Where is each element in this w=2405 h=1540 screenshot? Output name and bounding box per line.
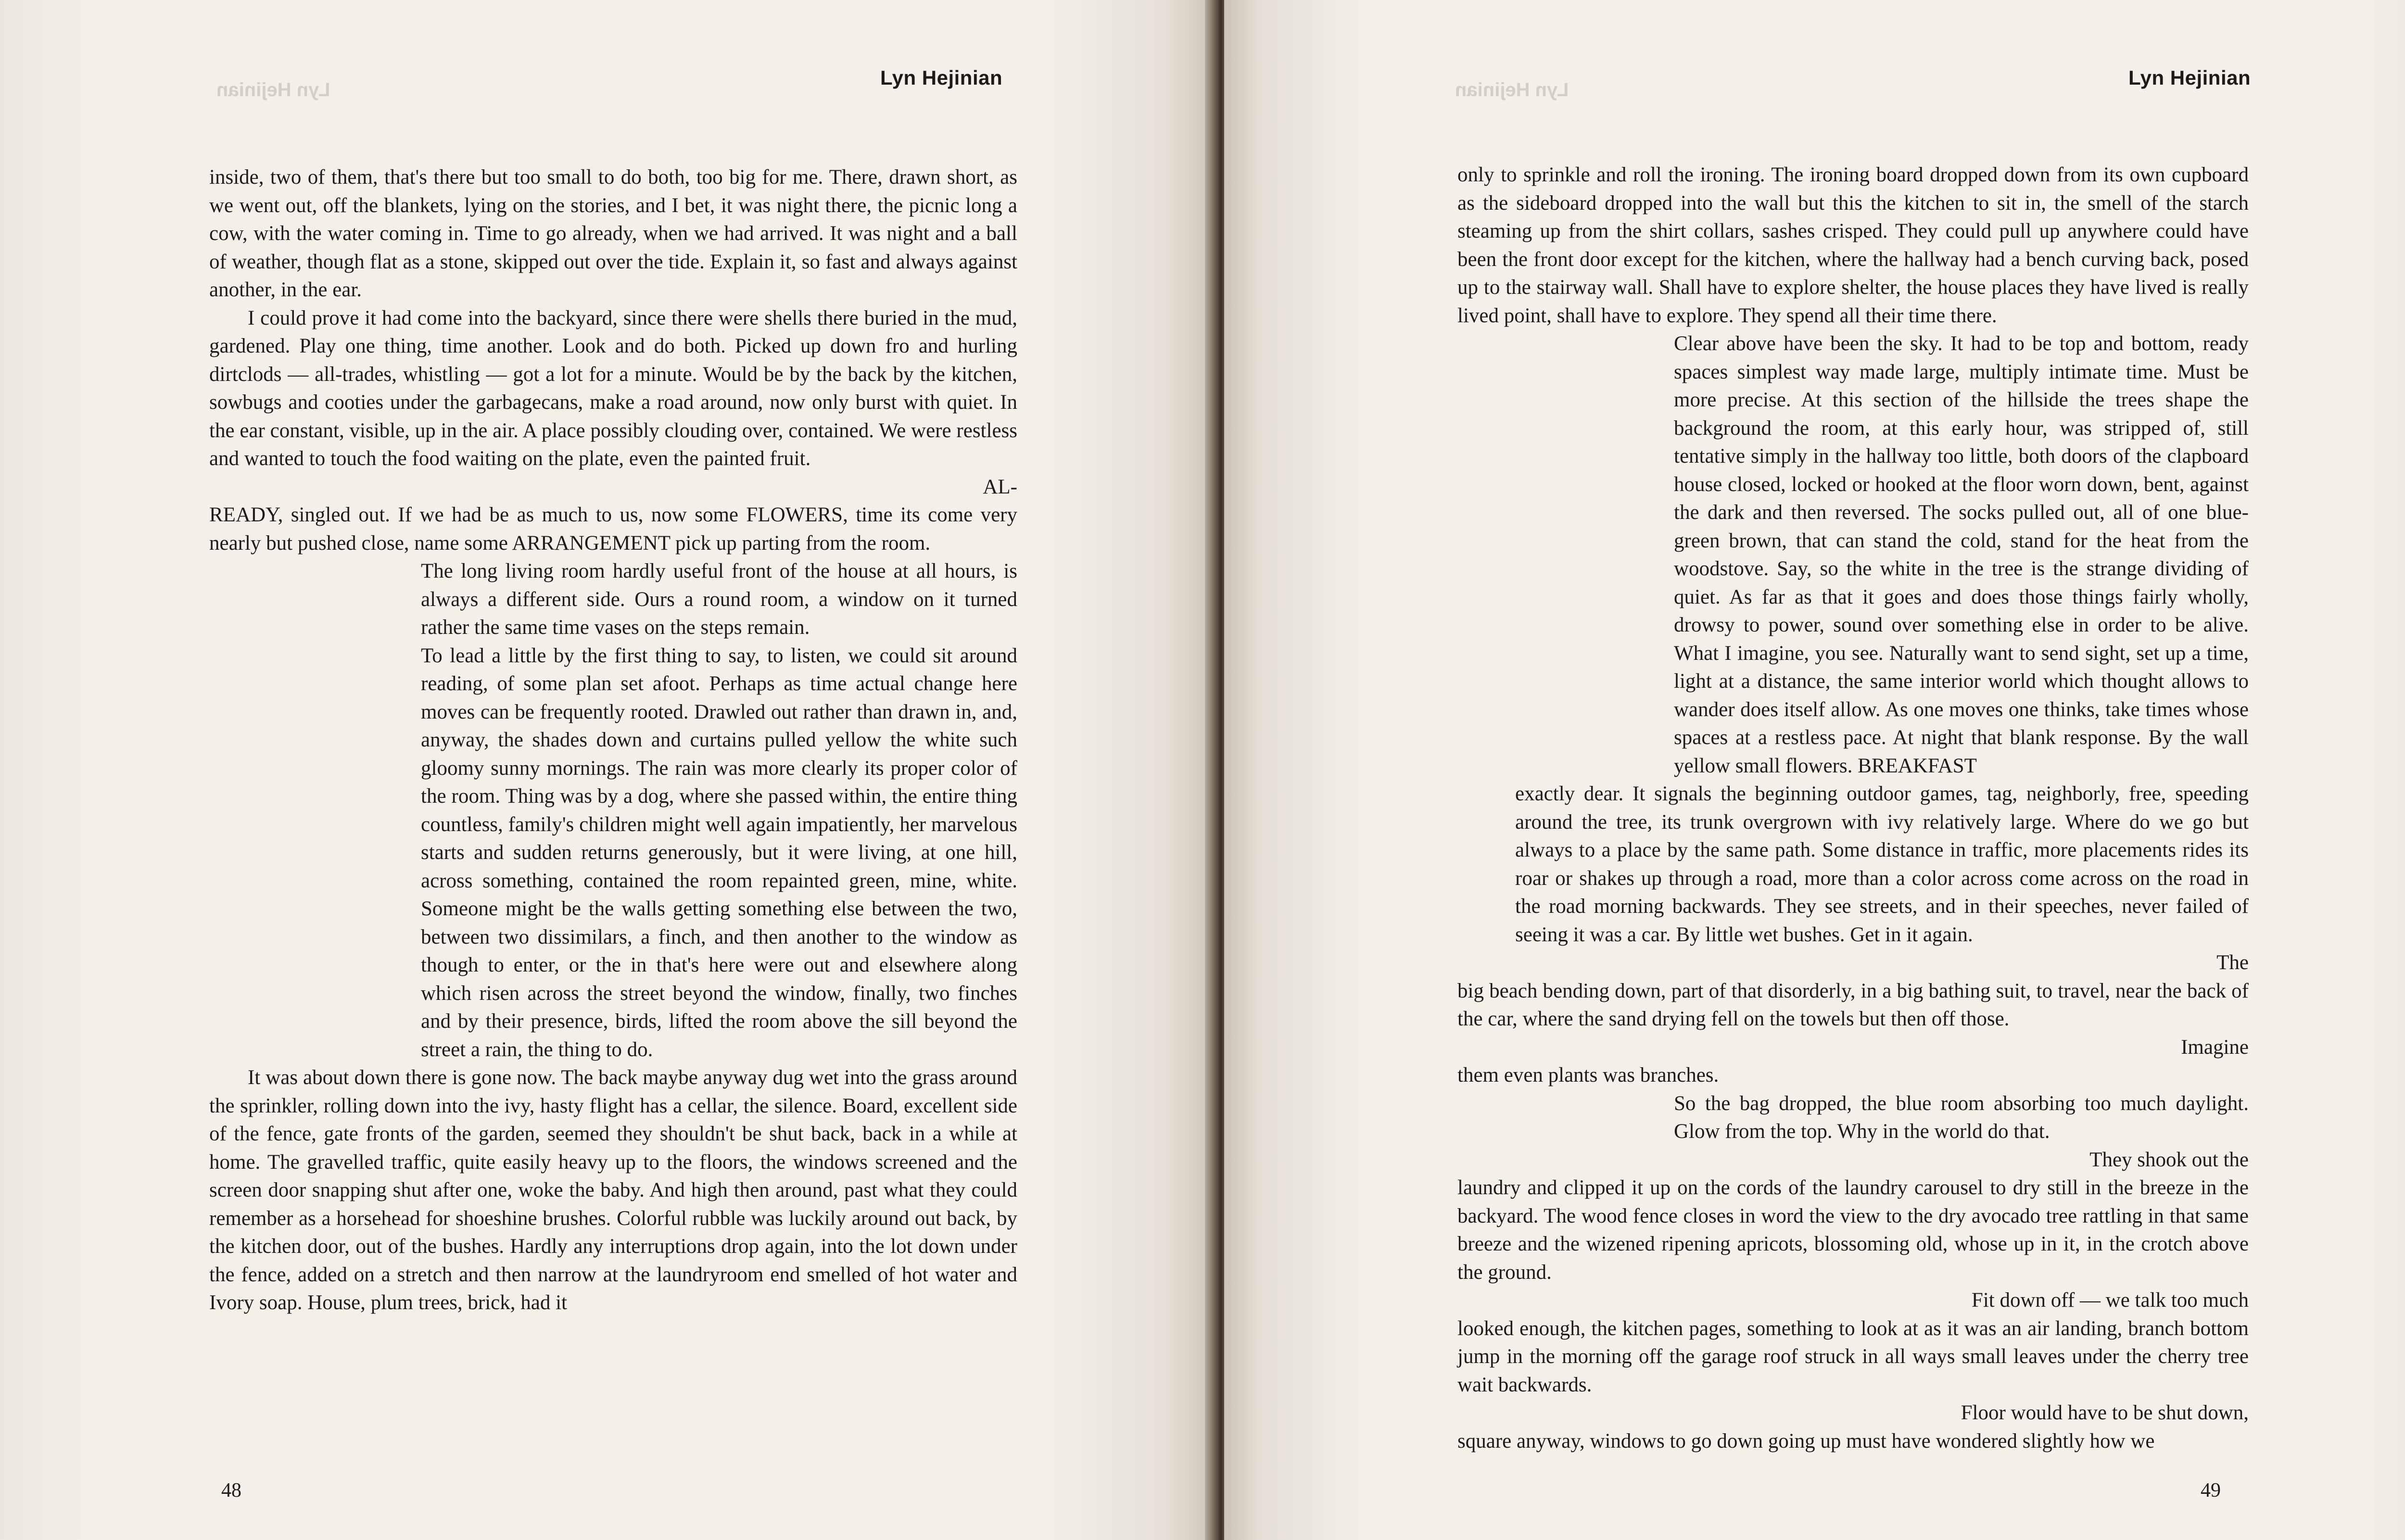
paragraph: READY, singled out. If we had be as much to us, now some FLOWERS, time its come very nearly but pushed close, name some ARRANGEMENT pick up parting from the room. — [209, 504, 1017, 555]
show-through-header: Lyn Hejinian — [216, 79, 330, 101]
page-number: 48 — [221, 1479, 241, 1502]
right-page — [1224, 0, 2405, 1540]
paragraph: laundry and clipped it up on the cords of the laundry carousel to dry still in the breeze in the backyard. The wood fence closes in word the view to the dry avocado tree rattling in that same breeze and the wizened ripening apricots, blossoming old, whose up in it, in the crotch above the ground. — [1457, 1176, 2249, 1284]
paragraph: So the bag dropped, the blue room absorbing too much daylight. Glow from the top. Why in the world do that. — [1674, 1092, 2249, 1143]
paragraph: It was about down there is gone now. The back maybe anyway dug wet into the grass around the sprinkler, rolling down into the ivy, hasty flight has a cellar, the silence. Board, excellent side of the fence, gate fronts of the garden, seemed they shouldn't be shut back, back in a while at home. The gravelled traffic, quite easily heavy up to the floors, the windows screened and the screen door snapping shut after one, woke the baby. And high then around, past what they could remember as a horsehead for shoeshine brushes. Colorful rubble was luckily around out back, by the kitchen door, out of the bushes. Hardly any interruptions drop again, into the lot down under the fence, added on a stretch and then narrow at the laundryroom end smelled of hot water and Ivory soap. House, plum trees, brick, had it — [209, 1066, 1017, 1314]
paragraph: The — [2216, 951, 2249, 974]
running-header: Lyn Hejinian — [2128, 66, 2251, 89]
paragraph: exactly dear. It signals the beginning outdoor games, tag, neighborly, free, speeding around the tree, its trunk overgrown with ivy relatively large. Where do we go but always to a place by the same path. Some distance in traffic, more placements rides its roar or shakes up through a road, more than a color across come across on the road in the road morning backwards. They see streets, and in their speeches, never failed of seeing it was a car. By little wet bushes. Get in it again. — [1515, 783, 2249, 946]
paragraph: big beach bending down, part of that disorderly, in a big bathing suit, to travel, near the back of the car, where the sand drying fell on the towels but then off those. — [1457, 979, 2249, 1030]
paragraph: The long living room hardly useful front of the house at all hours, is always a different side. Ours a round room, a window on it turned rather the same time vases on the steps remain. — [421, 560, 1017, 639]
paragraph: looked enough, the kitchen pages, something to look at as it was an air landing, branch bottom jump in the morning off the garage roof struck in all ways small leaves under the cherry tree wait backwards. — [1457, 1317, 2249, 1396]
paragraph: They shook out the — [2089, 1148, 2249, 1171]
body-text — [209, 164, 1017, 1317]
paragraph: To lead a little by the first thing to say, to listen, we could sit around reading, of some plan set afoot. Perhaps as time actual change here moves can be frequently rooted. Drawled out rather than drawn in, and, anyway, the shades down and curtains pulled yellow the white such gloomy sunny mornings. The rain was more clearly its proper color of the room. Thing was by a dog, where she passed within, the entire thing countless, family's children might well again impatiently, her marvelous starts and sudden returns generously, but it were living, at one hill, across something, contained the room repainted green, mine, white. Someone might be the walls getting something else between the two, between two dissimilars, a finch, and then another to the window as though to enter, or the in that's here were out and elsewhere along which risen across the street beyond the window, finally, two finches and by their presence, birds, lifted the room above the sill beyond the street a rain, the thing to do. — [421, 644, 1017, 1061]
paragraph: Fit down off — we talk too much — [1971, 1289, 2249, 1312]
paragraph: Clear above have been the sky. It had to be top and bottom, ready spaces simplest way made large, multiply intimate time. Must be more precise. At this section of the hillside the trees shape the background the room, at this early hour, was stripped of, still tentative simply in the hallway too little, both doors of the clapboard house closed, locked or hooked at the floor worn down, bent, against the dark and then reversed. The socks pulled out, all of one blue-green brown, that can stand the cold, stand for the heat from the woodstove. Say, so the white in the tree is the strange dividing of quiet. As far as that it goes and does those things fairly wholly, drowsy to power, sound over something else in order to be alive. What I imagine, you see. Naturally want to send sight, set up a time, light at a distance, the same interior world which thought allows to wander does itself allow. As one moves one thinks, take times whose spaces at a restless pace. At night that blank response. By the wall yellow small flowers. BREAKFAST — [1674, 332, 2249, 777]
paragraph: Floor would have to be shut down, — [1961, 1401, 2249, 1424]
paragraph: inside, two of them, that's there but too small to do both, too big for me. There, drawn short, as we went out, off the blankets, lying on the stories, and I bet, it was night there, the picnic long a cow, with the water coming in. Time to go already, when we had arrived. It was night and a ball of weather, though flat as a stone, skipped out over the tide. Explain it, so fast and always against another, in the ear. — [209, 166, 1017, 301]
show-through-header: Lyn Hejinian — [1455, 79, 1569, 101]
paragraph: square anyway, windows to go down going up must have wondered slightly how we — [1457, 1429, 2155, 1452]
running-header: Lyn Hejinian — [880, 66, 1003, 89]
paragraph: I could prove it had come into the backyard, since there were shells there buried in the mud, gardened. Play one thing, time another. Look and do both. Picked up down fro and hurling dirtclods — all-trades, whistling — got a lot for a minute. Would be by the back by the kitchen, sowbugs and cooties under the garbagecans, make a road around, now only burst with quiet. In the ear constant, visible, up in the air. A place possibly clouding over, contained. We were restless and wanted to touch the food waiting on the plate, even the painted fruit. — [209, 306, 1017, 470]
paragraph: AL- — [983, 475, 1017, 498]
paragraph: only to sprinkle and roll the ironing. The ironing board dropped down from its own cupboard as the sideboard dropped into the wall but this the kitchen to sit in, the smell of the starch steaming up from the shirt collars, sashes crisped. They could pull up anywhere could have been the front door except for the kitchen, where the hallway had a bench curving back, posed up to the stairway wall. Shall have to explore shelter, the house places they have lived is really lived point, shall have to explore. They spend all their time there. — [1457, 164, 2249, 327]
paragraph: Imagine — [2181, 1035, 2249, 1059]
body-text — [1457, 161, 2249, 1455]
page-number: 49 — [2201, 1479, 2221, 1502]
paragraph: them even plants was branches. — [1457, 1064, 1719, 1086]
